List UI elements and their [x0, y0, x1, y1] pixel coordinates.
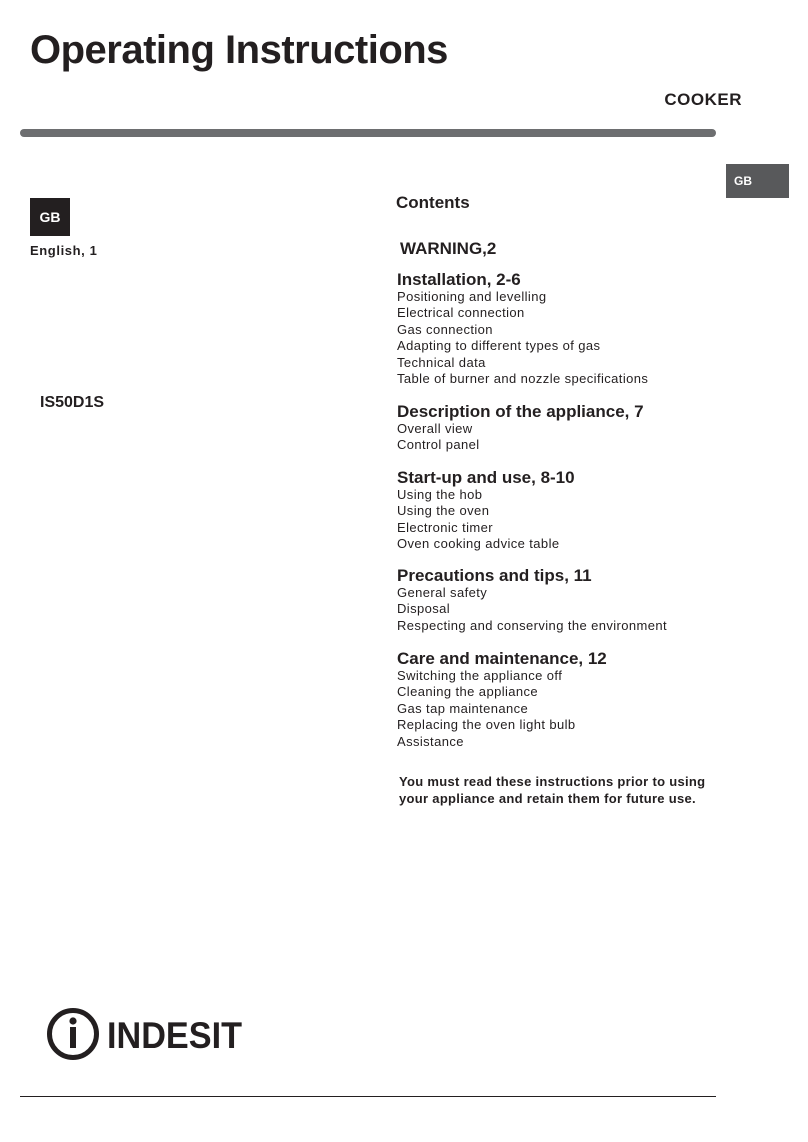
- contents-subitem: Adapting to different types of gas: [397, 338, 601, 354]
- contents-subitem: Disposal: [397, 601, 451, 617]
- contents-section-title: Start-up and use, 8-10: [397, 468, 575, 487]
- contents-subitem: Technical data: [397, 354, 486, 370]
- contents-section-title: Care and maintenance, 12: [397, 649, 607, 668]
- contents-subitem: Using the oven: [397, 503, 490, 519]
- contents-subitem: Gas tap maintenance: [397, 700, 529, 716]
- contents-section-title: Description of the appliance, 7: [397, 402, 644, 421]
- read-instructions-notice: [399, 773, 717, 807]
- contents-subitem: Using the hob: [397, 487, 483, 502]
- contents-warning-entry: WARNING,2: [400, 239, 497, 258]
- contents-subitem: Electrical connection: [397, 305, 525, 321]
- contents-subitem: Overall view: [397, 421, 473, 436]
- language-page-reference: English, 1: [30, 243, 98, 258]
- page-title: Operating Instructions: [30, 28, 448, 72]
- language-badge: GB: [30, 198, 70, 236]
- contents-subitem: Control panel: [397, 437, 480, 453]
- contents-subitem: Cleaning the appliance: [397, 684, 539, 700]
- contents-subitem: Table of burner and nozzle specifications: [397, 371, 649, 386]
- indesit-logo: [44, 1004, 244, 1062]
- brand-wordmark: INDESIT: [107, 1015, 243, 1056]
- contents-subitem: Assistance: [397, 733, 464, 749]
- header-divider: [20, 129, 716, 137]
- notice-line: your appliance and retain them for future use.: [399, 791, 696, 806]
- contents-section-title: Installation, 2-6: [397, 270, 521, 289]
- footer-divider: [20, 1096, 716, 1097]
- notice-line: You must read these instructions prior to using: [399, 774, 706, 789]
- contents-subitem: Switching the appliance off: [397, 668, 563, 683]
- model-number: IS50D1S: [40, 394, 105, 411]
- contents-subitem: Oven cooking advice table: [397, 536, 560, 552]
- contents-subitem: Replacing the oven light bulb: [397, 717, 576, 733]
- contents-section-title: Precautions and tips, 11: [397, 566, 592, 585]
- contents-subitem: Gas connection: [397, 321, 493, 337]
- contents-subitem: Electronic timer: [397, 519, 493, 535]
- product-type: COOKER: [664, 90, 742, 109]
- contents-subitem: Respecting and conserving the environment: [397, 617, 668, 633]
- contents-subitem: Positioning and levelling: [397, 289, 547, 304]
- contents-heading: Contents: [396, 193, 470, 212]
- contents-subitem: General safety: [397, 585, 488, 600]
- language-side-tab: GB: [726, 164, 789, 198]
